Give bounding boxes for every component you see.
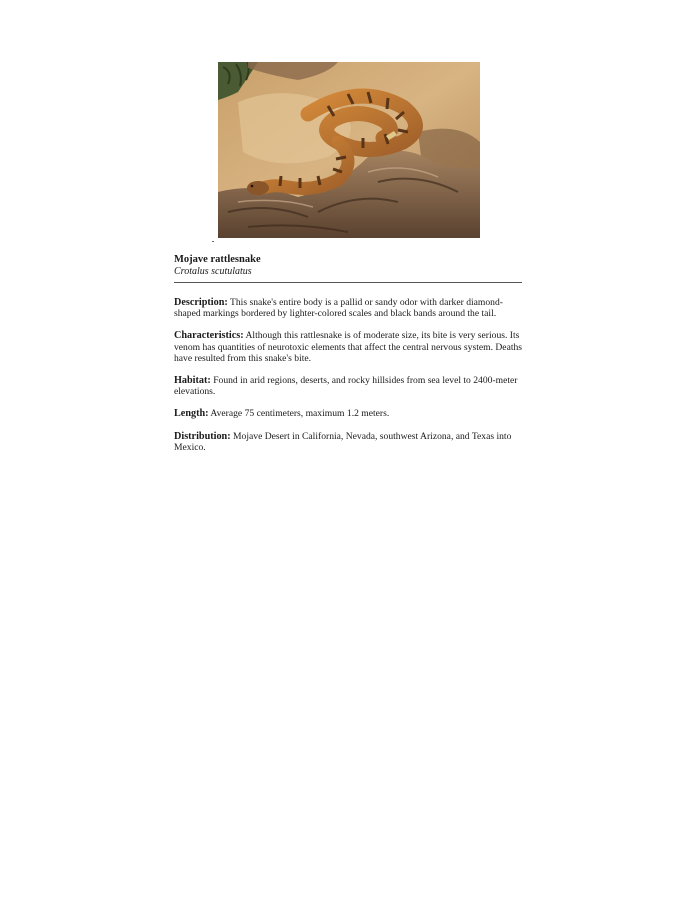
length-label: Length: <box>174 408 209 420</box>
species-details <box>174 297 526 464</box>
snake-photo <box>218 62 480 238</box>
length-paragraph <box>174 408 526 419</box>
species-header <box>174 254 522 278</box>
common-name: Mojave rattlesnake <box>174 254 261 265</box>
characteristics-paragraph <box>174 330 526 364</box>
habitat-label: Habitat: <box>174 375 211 387</box>
distribution-label: Distribution: <box>174 430 231 442</box>
distribution-paragraph <box>174 431 526 453</box>
length-text: Average 75 centimeters, maximum 1.2 meters. <box>210 408 390 420</box>
description-label: Description: <box>174 297 228 308</box>
distribution-text: Mojave Desert in California, Nevada, southwest Arizona, and Texas into Mexico. <box>174 430 512 453</box>
stray-mark <box>212 241 214 242</box>
characteristics-label: Characteristics: <box>174 330 244 342</box>
habitat-paragraph <box>174 375 526 397</box>
description-text: This snake's entire body is a pallid or sandy odor with darker diamond-shaped markings bordered by lighter-colored scales and black bands around the tail. <box>174 297 503 320</box>
scientific-name: Crotalus scutulatus <box>174 266 252 277</box>
habitat-text: Found in arid regions, deserts, and rocky hillsides from sea level to 2400-meter elevations. <box>174 375 518 398</box>
characteristics-text: Although this rattlesnake is of moderate size, its bite is very serious. Its venom has quantities of neurotoxic elements that affect the central nervous system. Deaths have resulted from this snake's bite. <box>174 330 523 364</box>
divider <box>174 282 522 283</box>
description-paragraph <box>174 297 526 319</box>
